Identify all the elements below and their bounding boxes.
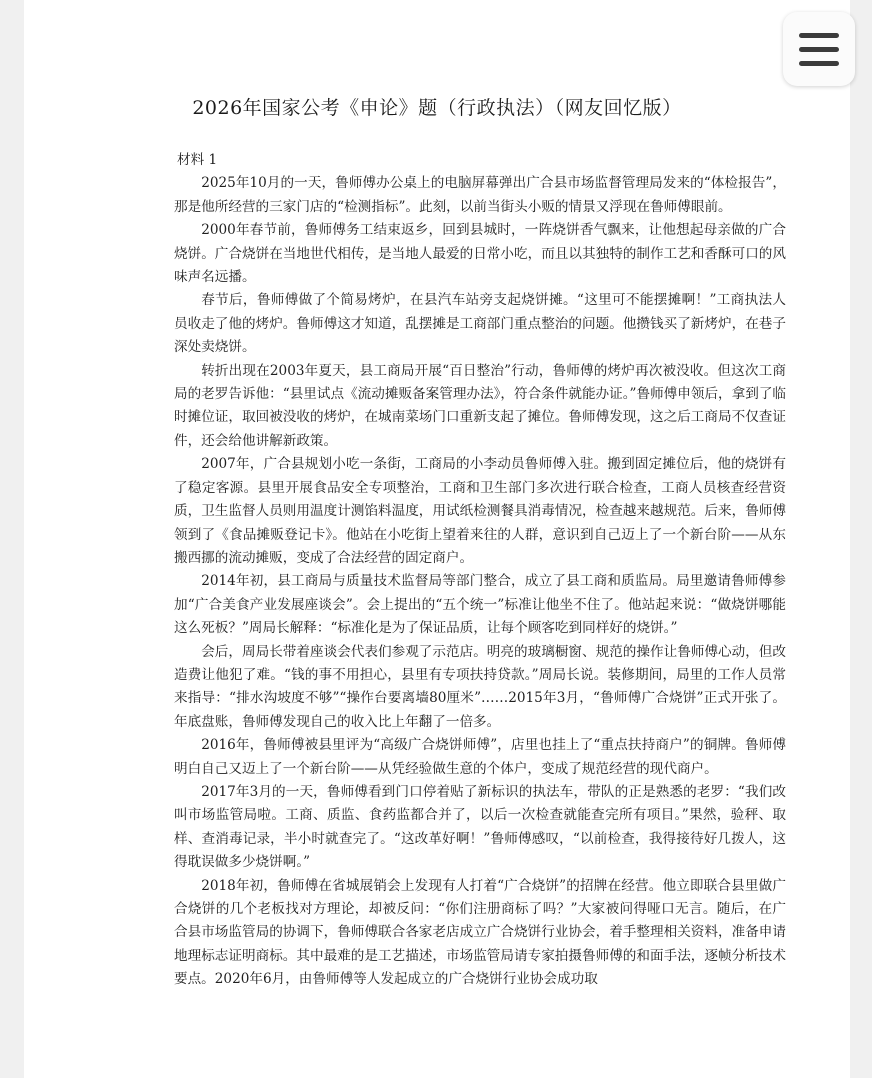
paragraph: 2007年，广合县规划小吃一条街，工商局的小李动员鲁师傅入驻。搬到固定摊位后，他的烧饼有了稳定客源。县里开展食品安全专项整治，工商和卫生部门多次进行联合检查，工商人员核查经营资质，卫生监督人员则用温度计测馅料温度，用试纸检测餐具消毒情况，检查越来越规范。后来，鲁师傅领到了《食品摊贩登记卡》。他站在小吃街上望着来往的人群，意识到自己迈上了一个新台阶——从东搬西挪的流动摊贩，变成了合法经营的固定商户。: [174, 456, 786, 566]
paragraph: 2025年10月的一天，鲁师傅办公桌上的电脑屏幕弹出广合县市场监督管理局发来的“体检报告”，那是他所经营的三家门店的“检测指标”。此刻，以前当街头小贩的情景又浮现在鲁师傅眼前。: [174, 175, 786, 215]
menu-button[interactable]: [783, 12, 855, 86]
document-page: [24, 0, 850, 1078]
document-body: [174, 149, 786, 992]
paragraph: 2000年春节前，鲁师傅务工结束返乡，回到县城时，一阵烧饼香气飘来，让他想起母亲做的广合烧饼。广合烧饼在当地世代相传，是当地人最爱的日常小吃，而且以其独特的制作工艺和香酥可口的风味声名远播。: [174, 222, 786, 286]
hamburger-menu-icon-bar: [799, 47, 839, 52]
hamburger-menu-icon: [799, 33, 839, 38]
paragraph: 春节后，鲁师傅做了个简易烤炉，在县汽车站旁支起烧饼摊。“这里可不能摆摊啊！”工商执法人员收走了他的烤炉。鲁师傅这才知道，乱摆摊是工商部门重点整治的问题。他攒钱买了新烤炉，在巷子深处卖烧饼。: [174, 292, 786, 356]
paragraph: 转折出现在2003年夏天，县工商局开展“百日整治”行动，鲁师傅的烤炉再次被没收。但这次工商局的老罗告诉他：“县里试点《流动摊贩备案管理办法》，符合条件就能办证。”鲁师傅申领后，拿到了临时摊位证，取回被没收的烤炉，在城南菜场门口重新支起了摊位。鲁师傅发现，这之后工商局不仅查证件，还会给他讲解新政策。: [174, 362, 787, 449]
document-title: 2026年国家公考《申论》题（行政执法）（网友回忆版）: [192, 97, 682, 119]
hamburger-menu-icon-bar: [799, 61, 839, 66]
paragraph: 2017年3月的一天，鲁师傅看到门口停着贴了新标识的执法车，带队的正是熟悉的老罗：“我们改叫市场监管局啦。工商、质监、食药监都合并了，以后一次检查就能查完所有项目。”果然，验秤、取样、查消毒记录，半小时就查完了。“这改革好啊！”鲁师傅感叹，“以前检查，我得接待好几拨人，这得耽误做多少烧饼啊。”: [174, 783, 786, 871]
paragraph: 2016年，鲁师傅被县里评为“高级广合烧饼师傅”，店里也挂上了“重点扶持商户”的铜牌。鲁师傅明白自己又迈上了一个新台阶——从凭经验做生意的个体户，变成了规范经营的现代商户。: [174, 737, 786, 777]
paragraph: 会后，周局长带着座谈会代表们参观了示范店。明亮的玻璃橱窗、规范的操作让鲁师傅心动，但改造费让他犯了难。“钱的事不用担心，县里有专项扶持贷款。”周局长说。装修期间，局里的工作人员常来指导：“排水沟坡度不够”“操作台要离墙80厘米”……2015年3月，“鲁师傅广合烧饼”正式开张了。年底盘账，鲁师傅发现自己的收入比上年翻了一倍多。: [174, 643, 786, 730]
section-label: 材料 1: [177, 152, 218, 168]
paragraph: 2014年初，县工商局与质量技术监督局等部门整合，成立了县工商和质监局。局里邀请鲁师傅参加“广合美食产业发展座谈会”。会上提出的“五个统一”标准让他坐不住了。他站起来说：“做烧饼哪能这么死板？”周局长解释：“标准化是为了保证品质，让每个顾客吃到同样好的烧饼。”: [174, 573, 786, 637]
paragraph: 2018年初，鲁师傅在省城展销会上发现有人打着“广合烧饼”的招牌在经营。他立即联合县里做广合烧饼的几个老板找对方理论，却被反问：“你们注册商标了吗？”大家被问得哑口无言。随后，在广合县市场监管局的协调下，鲁师傅联合各家老店成立广合烧饼行业协会，着手整理相关资料，准备申请地理标志证明商标。其中最难的是工艺描述，市场监管局请专家拍摄鲁师傅的和面手法，逐帧分析技术要点。2020年6月，由鲁师傅等人发起成立的广合烧饼行业协会成功取: [174, 877, 786, 988]
